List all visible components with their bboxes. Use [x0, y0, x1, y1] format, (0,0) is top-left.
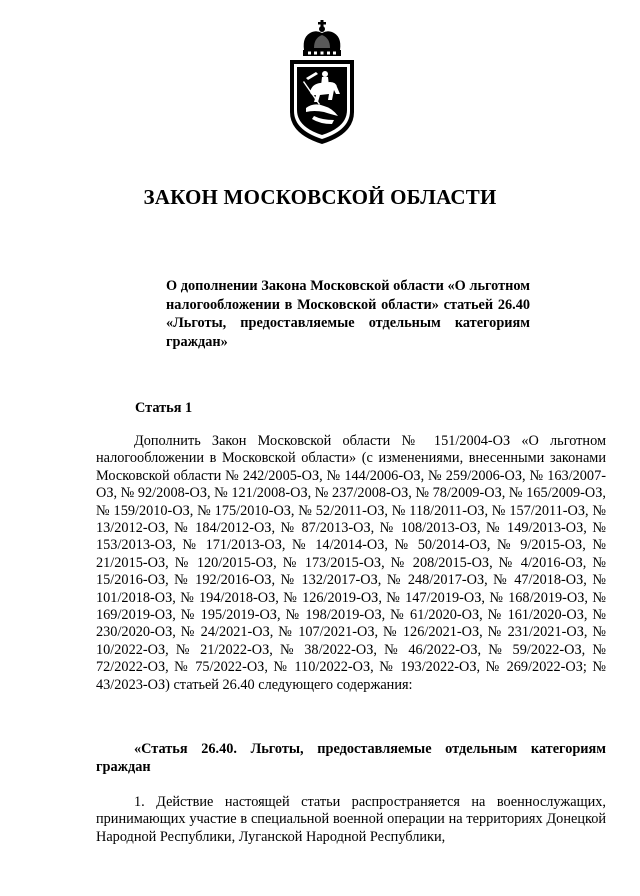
document-title: ЗАКОН МОСКОВСКОЙ ОБЛАСТИ — [143, 185, 497, 209]
law-subject: О дополнении Закона Московской области «О льготном налогообложении в Московской области» статьей 26.40 «Льготы, предоставляемые отдельным категориям граждан» — [166, 278, 530, 350]
quoted-article-heading: «Статья 26.40. Льготы, предоставляемые отдельным категориям граждан — [96, 741, 606, 775]
coat-of-arms-icon — [284, 20, 360, 146]
article-text: Дополнить Закон Московской области № 151/2004-ОЗ «О льготном налогообложении в Московской области» (с изменениями, внесенными законами Московской области № 242/2005-ОЗ, № 144/2006-ОЗ, № 259/2006-ОЗ, № 163/2007-ОЗ, № 92/2008-ОЗ, № 121/2008-ОЗ, № 237/2008-ОЗ, № 78/2009-ОЗ, № 165/2009-ОЗ, № 159/2010-ОЗ, № 175/2010-ОЗ, № 52/2011-ОЗ, № 118/2011-ОЗ, № 157/2011-ОЗ, № 13/2012-ОЗ, № 184/2012-ОЗ, № 87/2013-ОЗ, № 108/2013-ОЗ, № 149/2013-ОЗ, № 153/2013-ОЗ, № 171/2013-ОЗ, № 14/2014-ОЗ, № 50/2014-ОЗ, № 9/2015-ОЗ, № 21/2015-ОЗ, № 120/2015-ОЗ, № 173/2015-ОЗ, № 208/2015-ОЗ, № 4/2016-ОЗ, № 15/2016-ОЗ, № 192/2016-ОЗ, № 132/2017-ОЗ, № 248/2017-ОЗ, № 47/2018-ОЗ, № 101/2018-ОЗ, № 194/2018-ОЗ, № 126/2019-ОЗ, № 147/2019-ОЗ, № 168/2019-ОЗ, № 169/2019-ОЗ, № 195/2019-ОЗ, № 198/2019-ОЗ, № 61/2020-ОЗ, № 161/2020-ОЗ, № 230/2020-ОЗ, № 24/2021-ОЗ, № 107/2021-ОЗ, № 126/2021-ОЗ, № 231/2021-ОЗ, № 10/2022-ОЗ, № 21/2022-ОЗ, № 38/2022-ОЗ, № 46/2022-ОЗ, № 59/2022-ОЗ, № 72/2022-ОЗ, № 75/2022-ОЗ, № 110/2022-ОЗ, № 193/2022-ОЗ, № 269/2022-ОЗ; № 43/2023-ОЗ) статьей 26.40 следующего содержания: — [96, 433, 606, 693]
article-heading: Статья 1 — [135, 400, 193, 416]
point-1-text: 1. Действие настоящей статьи распространяется на военнослужащих, принимающих участие в специальной военной операции на территориях Донецкой Народной Республики, Луганской Народной Республики, — [96, 794, 606, 845]
